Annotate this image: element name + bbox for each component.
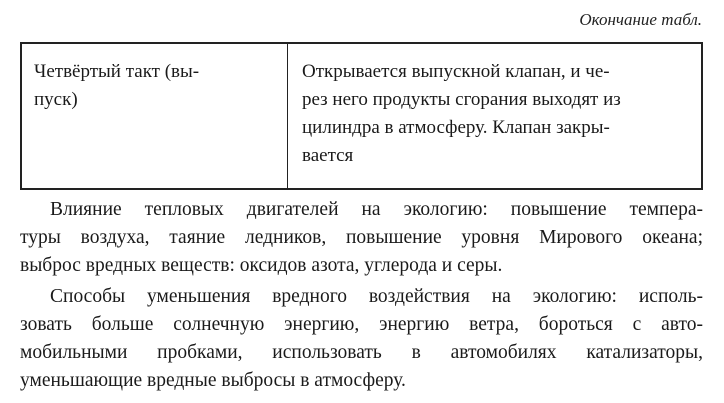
- paragraph-line: зовать больше солнечную энергию, энергию ветра, бороться с авто-: [20, 314, 703, 335]
- table-cell-line: вается: [302, 145, 354, 166]
- paragraph-line: мобильными пробками, использовать в автомобилях катализаторы,: [20, 342, 703, 363]
- table-continuation-caption: Окончание табл.: [579, 10, 702, 29]
- paragraph-reduction-methods: [20, 283, 703, 395]
- paragraph-line: Влияние тепловых двигателей на экологию: повышение темпера-: [50, 199, 703, 220]
- paragraph-ecology-impact: [20, 196, 703, 280]
- table-cell-stroke: [22, 44, 288, 188]
- table: [20, 42, 703, 190]
- table-cell-line: Открывается выпускной клапан, и че-: [302, 61, 610, 82]
- paragraph-line: уменьшающие вредные выбросы в атмосферу.: [20, 370, 406, 391]
- table-cell-description: [288, 44, 701, 188]
- table-cell-line: пуск): [34, 89, 78, 110]
- paragraph-line: выброс вредных веществ: оксидов азота, углерода и серы.: [20, 255, 503, 276]
- table-cell-line: цилиндра в атмосферу. Клапан закры-: [302, 117, 610, 138]
- table-cell-line: рез него продукты сгорания выходят из: [302, 89, 621, 110]
- paragraph-line: туры воздуха, таяние ледников, повышение уровня Мирового океана;: [20, 227, 703, 248]
- paragraph-line: Способы уменьшения вредного воздействия на экологию: исполь-: [50, 286, 703, 307]
- table-cell-line: Четвёртый такт (вы-: [34, 61, 200, 82]
